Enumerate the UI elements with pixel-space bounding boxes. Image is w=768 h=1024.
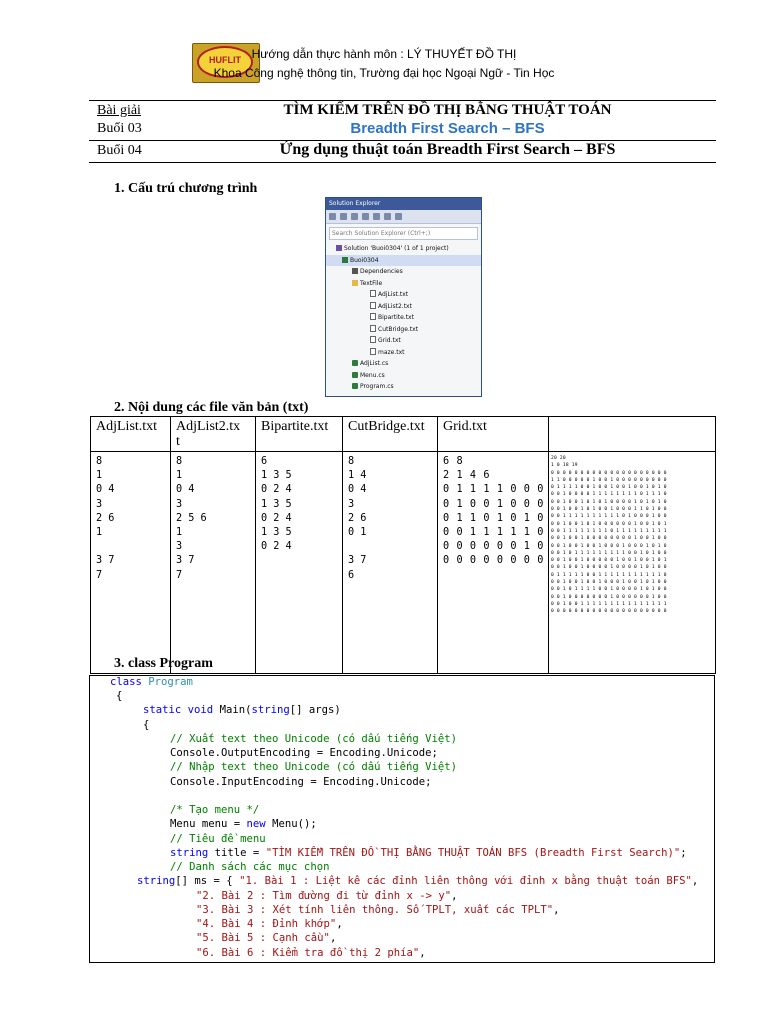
header-course: Hướng dẫn thực hành môn : LÝ THUYẾT ĐỒ THỊ (251, 47, 517, 61)
code-line-6: Console.OutputEncoding = Encoding.Unicode; (170, 747, 438, 759)
solution-tree (326, 243, 481, 393)
files-table-body (91, 452, 716, 674)
file-icon (370, 348, 376, 355)
header-maze (549, 417, 716, 452)
solution-tree-item-label: Dependencies (360, 268, 403, 275)
solution-explorer-title: Solution Explorer (326, 198, 481, 210)
solution-tree-item-label: AdjList.txt (378, 291, 409, 298)
solution-explorer-toolbar (326, 210, 481, 224)
files-table (90, 416, 716, 674)
solution-tree-item-label: CutBridge.txt (378, 325, 419, 333)
title-bfs: Breadth First Search – BFS (350, 120, 545, 137)
solution-tree-item (326, 301, 481, 313)
code-line-17: "4. Bài 4 : Đỉnh khớp", (196, 918, 343, 930)
code-line-19: "6. Bài 6 : Kiểm tra đồ thị 2 phía", (196, 947, 426, 959)
solution-tree-item-label: AdjList.cs (360, 360, 389, 367)
code-line-8: Console.InputEncoding = Encoding.Unicode; (170, 776, 432, 788)
code-line-2: { (116, 690, 123, 702)
file-icon (370, 302, 376, 309)
header-grid: Grid.txt (438, 417, 549, 452)
solution-icon (336, 245, 342, 251)
back-icon (329, 213, 336, 220)
dependencies-icon (352, 268, 358, 274)
title-main: TÌM KIẾM TRÊN ĐỒ THỊ BẰNG THUẬT TOÁN (283, 102, 612, 118)
content-grid: 6 8 2 1 4 6 0 1 1 1 1 0 0 0 0 1 0 0 1 0 0 0 0 1 1 0 1 0 1 0 0 0 1 1 1 1 1 0 0 0 0 0 0 0 1 0 0 0 0 0 0 0 0 0 (438, 452, 549, 674)
sync-icon (362, 213, 369, 220)
solution-tree-item (326, 381, 481, 393)
solution-tree-item-label: Program.cs (360, 383, 394, 390)
content-maze: 20 20 1 0 18 19 0 0 0 0 0 0 0 0 0 0 0 0 0 0 0 0 0 0 0 0 1 1 0 0 0 0 0 1 0 0 1 0 0 0 0 0 0 0 0 0 0 1 1 1 1 0 0 1 0 0 1 0 0 1 0 0 1 0 1 0 0 0 1 0 0 0 0 1 1 1 1 1 1 1 1 0 1 1 1 0 0 0 1 0 0 1 0 1 0 1 0 0 0 0 1 0 1 0 1 0 0 0 1 0 0 1 0 1 0 0 1 0 0 0 1 1 0 1 0 0 0 0 1 1 1 1 1 1 1 1 1 1 0 1 0 0 0 1 0 0 0 0 1 0 0 1 0 1 0 0 0 0 0 0 1 0 0 1 0 1 0 0 1 1 1 1 1 1 1 1 0 1 1 1 1 1 1 1 1 1 0 0 1 0 0 1 0 0 0 0 0 0 0 0 1 0 0 1 0 0 0 0 1 0 0 1 0 0 1 0 0 0 1 0 0 0 1 0 1 0 0 0 1 0 1 1 1 1 1 1 1 1 1 0 0 1 0 1 0 0 0 0 1 0 0 1 0 0 0 0 0 1 0 0 1 0 0 1 0 1 0 0 1 0 0 1 0 0 0 0 1 0 0 0 0 1 0 1 0 0 0 1 1 1 1 1 0 0 1 1 1 1 1 1 1 1 1 1 1 0 0 0 1 0 0 1 0 0 1 0 0 0 1 0 0 1 0 1 0 0 0 0 1 0 1 1 1 1 0 0 1 0 0 0 0 1 0 1 0 0 0 0 1 0 0 0 0 0 0 0 1 0 0 0 0 0 0 1 0 0 0 0 1 0 0 1 1 1 1 1 1 1 1 1 1 1 1 1 1 1 0 0 0 0 0 0 0 0 0 0 0 0 0 0 0 0 0 0 0 0 (549, 452, 716, 674)
files-table-header (91, 417, 716, 452)
solution-tree-item (326, 312, 481, 324)
code-line-9: /* Tạo menu */ (170, 804, 260, 816)
logo-text: HUFLIT (209, 55, 241, 65)
code-line-1: class Program (110, 676, 193, 688)
solution-tree-item (326, 243, 481, 255)
refresh-icon (373, 213, 380, 220)
folder-icon (352, 280, 358, 286)
solution-search-input: Search Solution Explorer (Ctrl+;) (329, 227, 478, 240)
solution-tree-item (326, 335, 481, 347)
solution-tree-item-label: Solution 'Buoi0304' (1 of 1 project) (344, 245, 449, 252)
code-line-5: // Xuất text theo Unicode (có dấu tiếng Việt) (170, 733, 458, 745)
solution-explorer-screenshot (325, 197, 482, 397)
header-adjlist: AdjList.txt (91, 417, 171, 452)
content-adjlist2: 8 1 0 4 3 2 5 6 1 3 3 7 7 (171, 452, 256, 674)
code-line-10: Menu menu = new Menu(); (170, 818, 317, 830)
label-buoi-03: Buổi 03 (97, 121, 142, 136)
content-cutbridge: 8 1 4 0 4 3 2 6 0 1 3 7 6 (343, 452, 438, 674)
collapse-icon (384, 213, 391, 220)
solution-tree-item (326, 358, 481, 370)
csharp-icon (352, 383, 358, 389)
code-line-18: "5. Bài 5 : Cạnh cầu", (196, 932, 337, 944)
solution-tree-item (326, 255, 481, 267)
solution-tree-item (326, 324, 481, 336)
file-icon (370, 290, 376, 297)
label-buoi-04: Buổi 04 (97, 143, 142, 158)
solution-tree-item-label: Menu.cs (360, 371, 385, 379)
forward-icon (340, 213, 347, 220)
title-application: Ứng dụng thuật toán Breadth First Search – BFS (279, 141, 616, 158)
content-bipartite: 6 1 3 5 0 2 4 1 3 5 0 2 4 1 3 5 0 2 4 (256, 452, 343, 674)
section-class-program: 3. class Program (114, 656, 213, 671)
file-icon (370, 313, 376, 320)
section-text-files: 2. Nội dung các file văn bản (txt) (114, 400, 309, 415)
code-line-15: "2. Bài 2 : Tìm đường đi từ đỉnh x -> y", (196, 890, 458, 902)
divider-top (89, 100, 716, 101)
code-line-12: string title = "TÌM KIẾM TRÊN ĐỒ THỊ BẰNG THUẬT TOÁN BFS (Breadth First Search)"; (170, 847, 687, 859)
header-faculty: Khoa Công nghệ thông tin, Trường đại học Ngoại Ngữ - Tin Học (213, 66, 555, 80)
solution-tree-item-label: Bipartite.txt (378, 314, 414, 321)
code-line-16: "3. Bài 3 : Xét tính liên thông. Số TPLT, xuất các TPLT", (196, 904, 560, 916)
solution-tree-item (326, 347, 481, 359)
csharp-icon (352, 372, 358, 378)
header-adjlist2: AdjList2.tx t (171, 417, 256, 452)
solution-tree-item-label: TextFile (360, 279, 383, 287)
solution-tree-item (326, 370, 481, 382)
code-line-7: // Nhập text theo Unicode (có dấu tiếng Việt) (170, 761, 458, 773)
csharp-icon (352, 360, 358, 366)
file-icon (370, 325, 376, 332)
solution-tree-item-label: AdjList2.txt (378, 302, 412, 310)
solution-tree-item-label: Buoi0304 (350, 256, 379, 264)
solution-tree-item-label: Grid.txt (378, 337, 401, 344)
solution-tree-item (326, 278, 481, 290)
code-listing (89, 675, 715, 963)
file-icon (370, 336, 376, 343)
code-line-13: // Danh sách các mục chọn (170, 861, 330, 873)
project-icon (342, 257, 348, 263)
content-adjlist: 8 1 0 4 3 2 6 1 3 7 7 (91, 452, 171, 674)
solution-tree-item (326, 289, 481, 301)
code-line-14: string[] ms = { "1. Bài 1 : Liệt kê các đỉnh liên thông với đỉnh x bằng thuật toán BFS", (137, 875, 699, 887)
solution-tree-item (326, 266, 481, 278)
header-bipartite: Bipartite.txt (256, 417, 343, 452)
header-cutbridge: CutBridge.txt (343, 417, 438, 452)
code-line-11: // Tiêu đề menu (170, 833, 266, 845)
home-icon (351, 213, 358, 220)
label-bai-giai: Bài giải (97, 103, 141, 118)
wrench-icon (395, 213, 402, 220)
solution-tree-item-label: maze.txt (378, 348, 405, 356)
divider-bottom (89, 162, 716, 163)
section-structure: 1. Cấu trú chương trình (114, 181, 258, 196)
code-line-3: static void Main(string[] args) (143, 704, 341, 716)
code-line-4: { (143, 719, 150, 731)
